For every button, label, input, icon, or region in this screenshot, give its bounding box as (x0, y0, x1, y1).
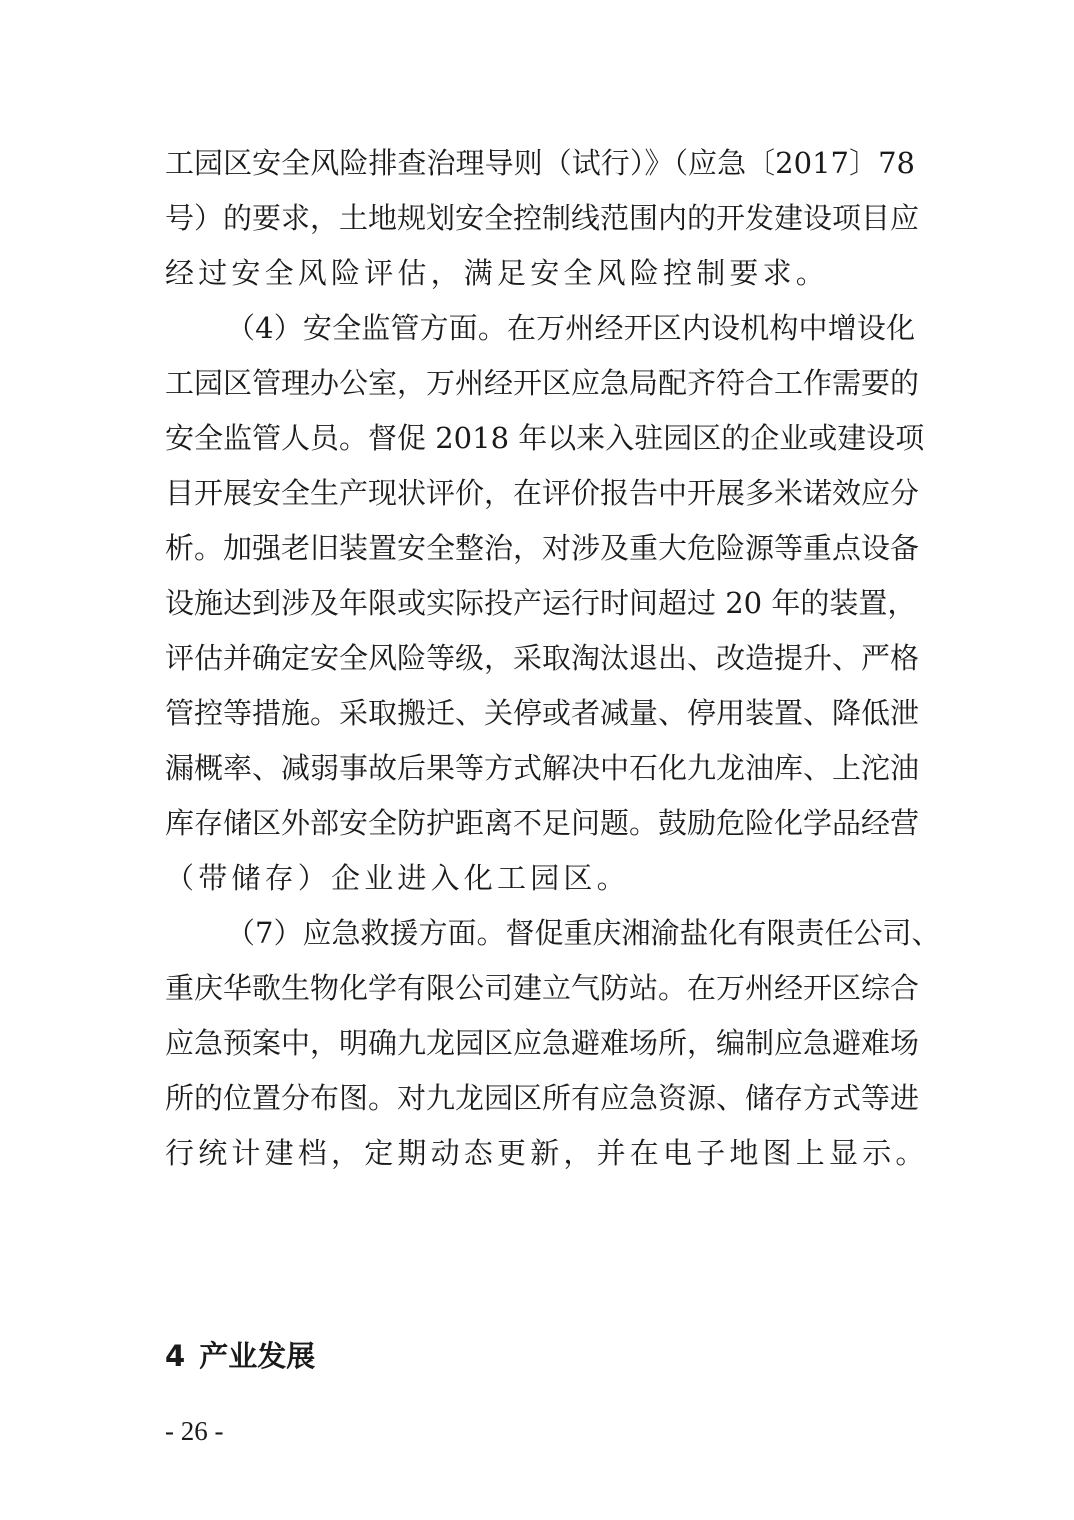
text-line: 行统计建档，定期动态更新，并在电子地图上显示。 (165, 1136, 929, 1170)
section-heading (165, 1336, 315, 1376)
text-line: （7）应急救援方面。督促重庆湘渝盐化有限责任公司、 (226, 916, 941, 950)
text-line: 号）的要求，土地规划安全控制线范围内的开发建设项目应 (165, 201, 920, 235)
text-line: 设施达到涉及年限或实际投产运行时间超过 20 年的装置， (165, 586, 917, 620)
text-line: 重庆华歌生物化学有限公司建立气防站。在万州经开区综合 (165, 971, 920, 1005)
section-number: 4 (165, 1339, 186, 1373)
text-line: 析。加强老旧装置安全整治，对涉及重大危险源等重点设备 (165, 531, 920, 565)
text-line: 工园区安全风险排查治理导则（试行）》（应急〔2017〕78 (165, 146, 915, 180)
text-line: 库存储区外部安全防护距离不足问题。鼓励危险化学品经营 (165, 806, 920, 840)
text-line: 应急预案中，明确九龙园区应急避难场所，编制应急避难场 (165, 1026, 920, 1060)
text-line: 评估并确定安全风险等级，采取淘汰退出、改造提升、严格 (165, 641, 920, 675)
text-line: 工园区管理办公室，万州经开区应急局配齐符合工作需要的 (165, 366, 920, 400)
text-line: （带储存）企业进入化工园区。 (165, 861, 630, 895)
text-line: 目开展安全生产现状评价，在评价报告中开展多米诺效应分 (165, 476, 920, 510)
text-line: 经过安全风险评估，满足安全风险控制要求。 (165, 256, 830, 290)
page-number: - 26 - (165, 1416, 224, 1446)
text-line: 所的位置分布图。对九龙园区所有应急资源、储存方式等进 (165, 1081, 920, 1115)
section-title: 产业发展 (199, 1339, 316, 1373)
text-line: （4）安全监管方面。在万州经开区内设机构中增设化 (226, 311, 915, 345)
text-line: 漏概率、减弱事故后果等方式解决中石化九龙油库、上沱油 (165, 751, 920, 785)
text-line: 管控等措施。采取搬迁、关停或者减量、停用装置、降低泄 (165, 696, 920, 730)
text-line: 安全监管人员。督促 2018 年以来入驻园区的企业或建设项 (165, 421, 925, 455)
